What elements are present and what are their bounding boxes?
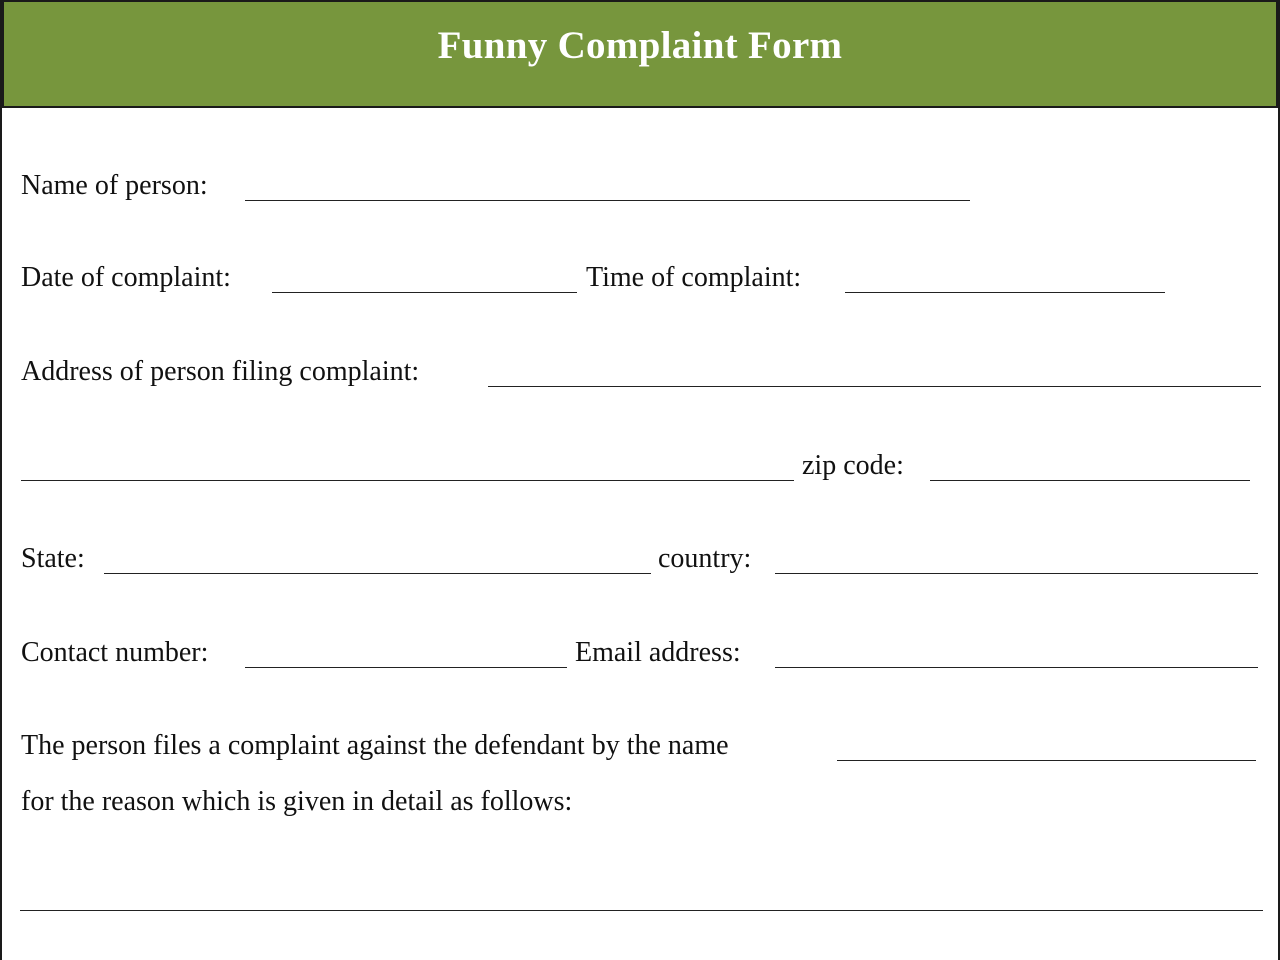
address-line-2-field[interactable] [21,480,794,481]
time-of-complaint-field[interactable] [845,292,1165,293]
date-of-complaint-label: Date of complaint: [21,262,231,293]
defendant-name-field[interactable] [837,760,1256,761]
form-title: Funny Complaint Form [437,23,843,67]
country-field[interactable] [775,573,1258,574]
title-banner [2,0,1278,108]
name-of-person-label: Name of person: [21,170,208,201]
address-label: Address of person filing complaint: [21,356,420,387]
time-of-complaint-label: Time of complaint: [586,262,802,293]
email-address-field[interactable] [775,667,1258,668]
address-field[interactable] [488,386,1261,387]
zip-code-label: zip code: [802,450,904,481]
contact-number-field[interactable] [245,667,567,668]
statement-line-2: for the reason which is given in detail as follows: [21,786,573,817]
date-of-complaint-field[interactable] [272,292,577,293]
country-label: country: [658,543,752,574]
state-field[interactable] [104,573,651,574]
name-of-person-field[interactable] [245,200,970,201]
email-address-label: Email address: [575,637,741,668]
complaint-detail-field[interactable] [20,910,1263,911]
state-label: State: [21,543,85,574]
statement-line-1: The person files a complaint against the defendant by the name [21,730,729,761]
contact-number-label: Contact number: [21,637,209,668]
zip-code-field[interactable] [930,480,1250,481]
